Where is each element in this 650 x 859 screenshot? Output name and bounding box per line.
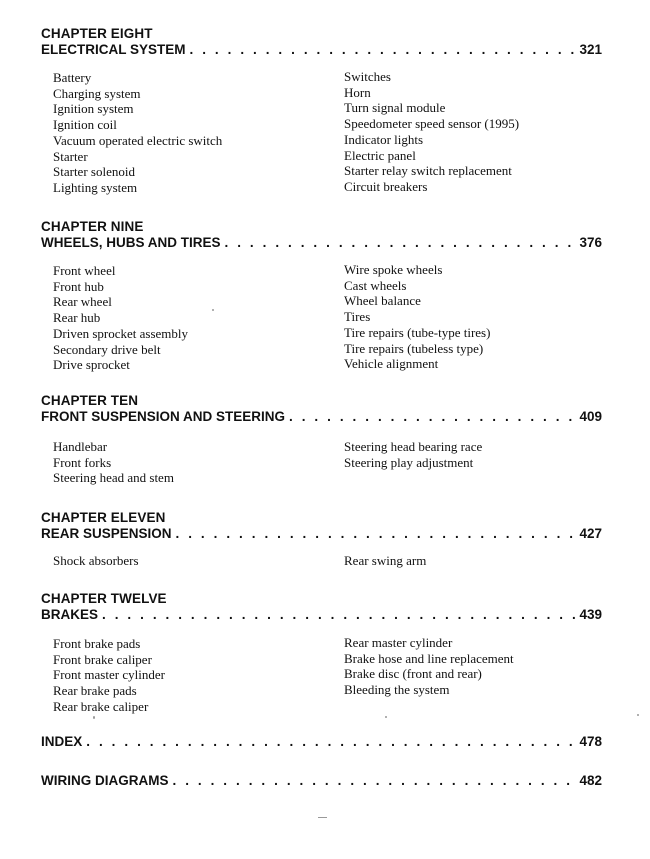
topic-item: Bleeding the system: [344, 682, 450, 698]
topic-item: Secondary drive belt: [53, 341, 161, 357]
topic-item: Front forks: [53, 454, 112, 470]
topic-item: Tire repairs (tubeless type): [344, 340, 484, 356]
topic-item: Lighting system: [53, 179, 138, 195]
topic-item: Electric panel: [344, 147, 416, 163]
chapter-twelve-heading: [41, 591, 602, 623]
topics-left-column: [53, 70, 222, 196]
topic-item: Steering head and stem: [53, 470, 174, 486]
topic-item: Horn: [344, 84, 371, 100]
topic-item: Handlebar: [53, 439, 108, 454]
topics-left-column: [53, 263, 188, 373]
wiring-diagrams-line: [41, 773, 602, 789]
scan-speck: [318, 817, 327, 818]
topic-item: Vehicle alignment: [344, 356, 439, 372]
topics-left-column: [53, 439, 174, 486]
chapter-title-line: [41, 526, 602, 542]
dot-leader: [289, 409, 577, 425]
chapter-title: ELECTRICAL SYSTEM: [41, 42, 186, 57]
topic-item: Driven sprocket assembly: [53, 325, 189, 341]
chapter-page-number: 321: [579, 42, 602, 57]
index-line: [41, 734, 602, 750]
chapter-page-number: 427: [579, 526, 602, 541]
topic-item: Starter relay switch replacement: [344, 163, 512, 179]
index-title: INDEX: [41, 734, 83, 749]
scan-speck: [637, 714, 639, 716]
topic-item: Tires: [344, 309, 371, 325]
chapter-eleven-heading: [41, 510, 602, 542]
chapter-title-line: [41, 607, 602, 623]
topics-right-column: [344, 439, 482, 470]
topic-item: Vacuum operated electric switch: [53, 132, 223, 148]
chapter-number: CHAPTER TWELVE: [41, 591, 167, 606]
chapter-title: WHEELS, HUBS AND TIRES: [41, 235, 221, 250]
chapter-ten-heading: [41, 393, 602, 425]
dot-leader: [176, 526, 578, 542]
topic-item: Speedometer speed sensor (1995): [344, 116, 520, 132]
topic-item: Rear hub: [53, 310, 101, 326]
topic-item: Starter solenoid: [53, 164, 135, 180]
topic-item: Charging system: [53, 85, 141, 101]
topics-left-column: [53, 553, 139, 569]
dot-leader: [102, 607, 577, 623]
topic-item: Wheel balance: [344, 293, 421, 309]
index-entry: [41, 734, 602, 750]
topic-item: Switches: [344, 69, 391, 84]
topics-right-column: [344, 262, 490, 372]
chapter-title: BRAKES: [41, 607, 99, 622]
topic-item: Front brake caliper: [53, 651, 152, 667]
topic-item: Steering play adjustment: [344, 454, 474, 470]
topic-item: Battery: [53, 70, 92, 85]
chapter-title-line: [41, 409, 602, 425]
chapter-number: CHAPTER EIGHT: [41, 26, 153, 41]
topic-item: Tire repairs (tube-type tires): [344, 324, 491, 340]
topic-item: Rear brake caliper: [53, 698, 149, 714]
topic-item: Front brake pads: [53, 636, 141, 651]
chapter-page-number: 376: [579, 235, 602, 250]
chapter-number: CHAPTER ELEVEN: [41, 510, 166, 525]
chapter-title-line: [41, 235, 602, 251]
topic-item: Starter: [53, 148, 88, 164]
topic-item: Rear wheel: [53, 294, 112, 310]
topic-item: Drive sprocket: [53, 357, 130, 373]
topic-item: Indicator lights: [344, 131, 424, 147]
topic-item: Ignition coil: [53, 117, 117, 133]
scan-speck: [212, 309, 214, 311]
topic-item: Rear master cylinder: [344, 635, 453, 650]
topic-item: Brake hose and line replacement: [344, 650, 514, 666]
scan-speck: [385, 716, 387, 718]
topic-item: Rear brake pads: [53, 683, 137, 699]
topic-item: Brake disc (front and rear): [344, 666, 482, 682]
topics-right-column: [344, 553, 426, 569]
topic-item: Shock absorbers: [53, 553, 139, 568]
wiring-diagrams-title: WIRING DIAGRAMS: [41, 773, 169, 788]
chapter-title: FRONT SUSPENSION AND STEERING: [41, 409, 286, 424]
chapter-number: CHAPTER NINE: [41, 219, 144, 234]
chapter-title-line: [41, 42, 602, 58]
chapter-page-number: 439: [579, 607, 602, 622]
chapter-eight-heading: [41, 26, 602, 58]
dot-leader: [86, 734, 577, 750]
wiring-diagrams-entry: [41, 773, 602, 789]
topics-left-column: [53, 636, 165, 715]
topic-item: Circuit breakers: [344, 178, 428, 194]
index-page-number: 478: [579, 734, 602, 749]
topics-right-column: [344, 635, 514, 698]
dot-leader: [225, 235, 578, 251]
chapter-number: CHAPTER TEN: [41, 393, 139, 408]
topic-item: Cast wheels: [344, 277, 407, 293]
topic-item: Rear swing arm: [344, 553, 427, 568]
chapter-page-number: 409: [579, 409, 602, 424]
topic-item: Turn signal module: [344, 100, 446, 116]
topic-item: Front wheel: [53, 263, 116, 278]
chapter-title: REAR SUSPENSION: [41, 526, 172, 541]
topic-item: Ignition system: [53, 101, 134, 117]
wiring-diagrams-page-number: 482: [579, 773, 602, 788]
dot-leader: [190, 42, 578, 58]
dot-leader: [173, 773, 578, 789]
topic-item: Front master cylinder: [53, 667, 165, 683]
topic-item: Wire spoke wheels: [344, 262, 443, 277]
topics-right-column: [344, 69, 519, 195]
scan-speck: [93, 716, 95, 719]
topic-item: Steering head bearing race: [344, 439, 483, 454]
chapter-nine-heading: [41, 219, 602, 251]
topic-item: Front hub: [53, 278, 104, 294]
